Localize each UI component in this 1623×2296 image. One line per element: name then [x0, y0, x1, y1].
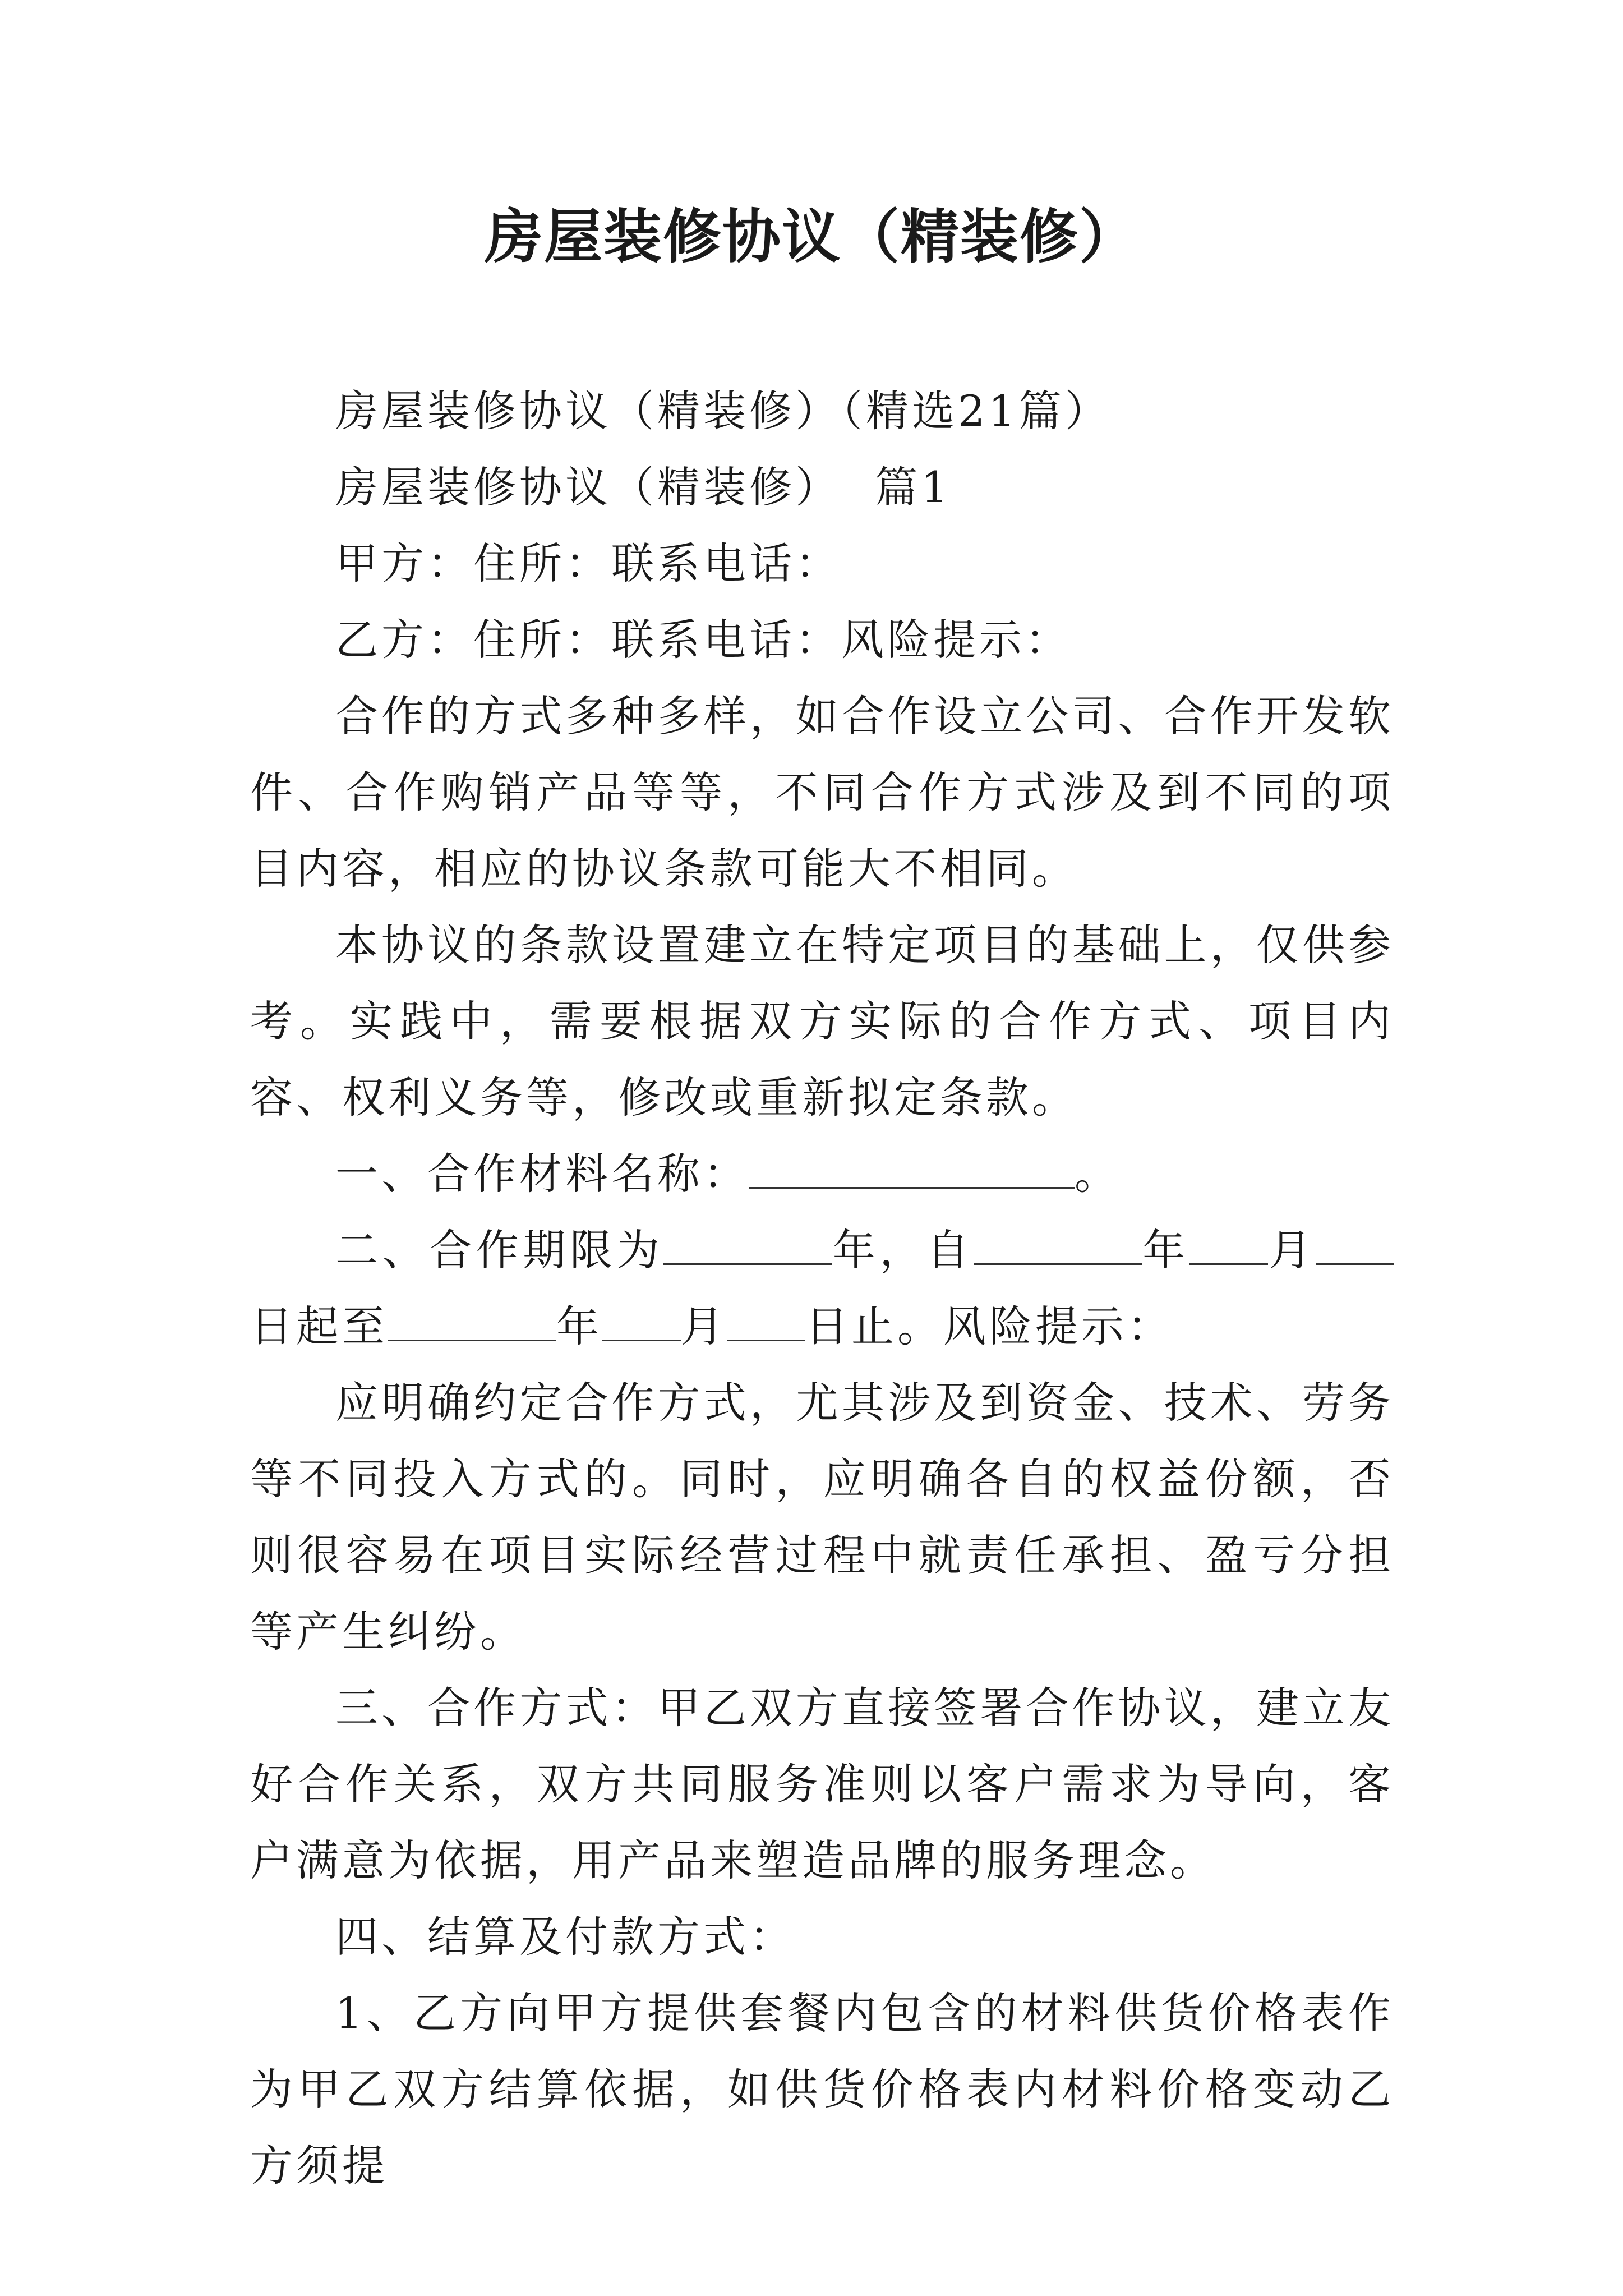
- end-year-blank: [388, 1300, 556, 1341]
- end-month-blank: [602, 1300, 681, 1341]
- period-from-label: 年，自: [832, 1225, 974, 1275]
- paragraph-settlement-heading: 四、结算及付款方式：: [335, 1912, 795, 1962]
- start-month-label: 月: [1267, 1225, 1316, 1275]
- end-year-label: 年: [556, 1301, 602, 1351]
- paragraph-article-heading: 房屋装修协议（精装修） 篇1: [335, 462, 952, 512]
- paragraph-cooperation-methods: 合作的方式多种多样，如合作设立公司、合作开发软件、合作购销产品等等，不同合作方式涉及到不同的项目内容，相应的协议条款可能大不相同。: [250, 691, 1394, 894]
- paragraph-settlement-item-1: 1、乙方向甲方提供套餐内包含的材料供货价格表作为甲乙双方结算依据，如供货价格表内材料价格变动乙方须提: [250, 1988, 1394, 2191]
- start-year-blank: [974, 1224, 1142, 1265]
- paragraph-party-a: 甲方：住所：联系电话：: [335, 539, 841, 588]
- period-label: 二、合作期限为: [335, 1225, 664, 1275]
- start-day-blank: [1316, 1224, 1394, 1265]
- paragraph-party-b: 乙方：住所：联系电话：风险提示：: [335, 615, 1071, 665]
- material-name-label: 一、合作材料名称：: [335, 1149, 749, 1199]
- start-month-blank: [1189, 1224, 1268, 1265]
- document-title: 房屋装修协议（精装修）: [484, 202, 1138, 271]
- paragraph-cooperation-period: [250, 1212, 1394, 1365]
- material-name-blank: [749, 1148, 1075, 1189]
- paragraph-reference-note: 本协议的条款设置建立在特定项目的基础上，仅供参考。实践中，需要根据双方实际的合作方式、项目内容、权利义务等，修改或重新拟定条款。: [250, 920, 1394, 1122]
- end-day-label: 日止。风险提示：: [805, 1301, 1173, 1351]
- material-name-end: 。: [1075, 1149, 1121, 1199]
- period-years-blank: [663, 1224, 832, 1265]
- end-month-label: 月: [681, 1301, 727, 1351]
- start-day-label: 日起至: [250, 1301, 388, 1351]
- document-body: [250, 373, 1394, 2204]
- end-day-blank: [727, 1300, 805, 1341]
- paragraph-cooperation-mode: 三、合作方式：甲乙双方直接签署合作协议，建立友好合作关系，双方共同服务准则以客户需求为导向，客户满意为依据，用产品来塑造品牌的服务理念。: [250, 1683, 1394, 1885]
- paragraph-risk-note: 应明确约定合作方式，尤其涉及到资金、技术、劳务等不同投入方式的。同时，应明确各自的权益份额，否则很容易在项目实际经营过程中就责任承担、盈亏分担等产生纠纷。: [250, 1378, 1394, 1657]
- paragraph-material-name: [250, 1136, 1394, 1212]
- start-year-label: 年: [1141, 1225, 1189, 1275]
- paragraph-collection-heading: 房屋装修协议（精装修）（精选21篇）: [335, 386, 1111, 436]
